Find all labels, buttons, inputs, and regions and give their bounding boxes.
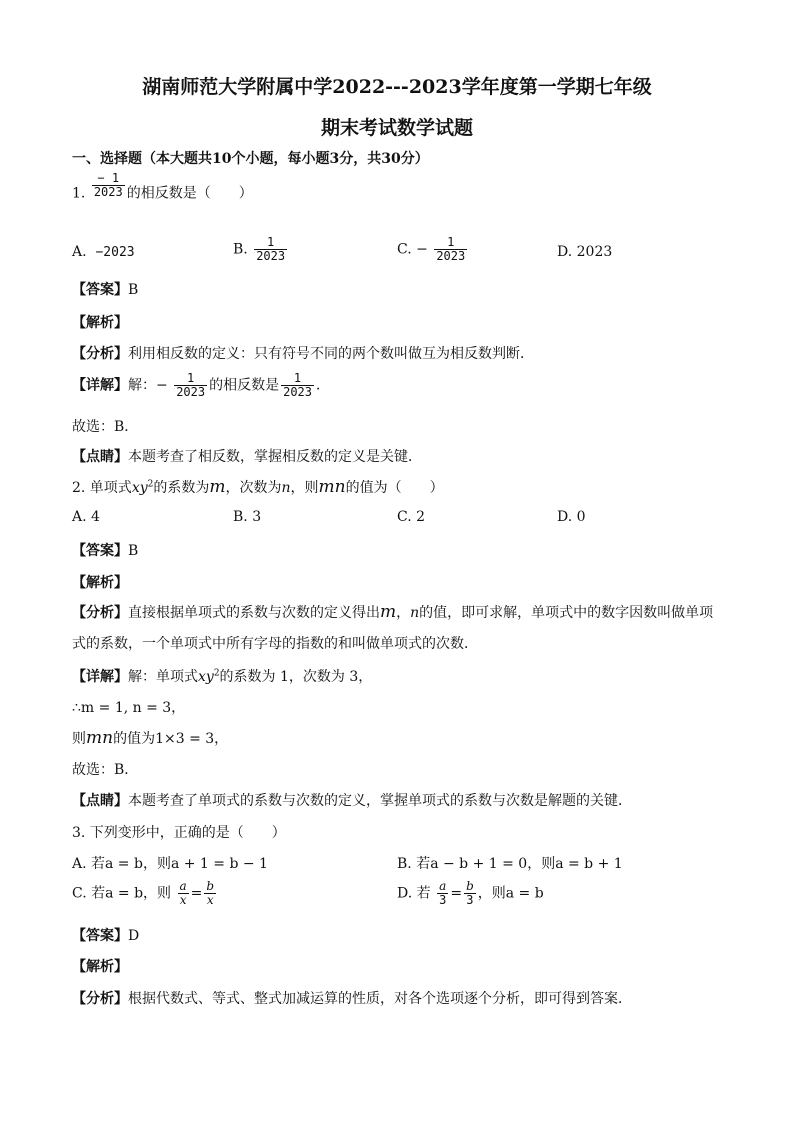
answer-tag: 【答案】 — [72, 543, 128, 559]
q2-detail-a: 解：单项式 — [128, 669, 198, 685]
fenxi-tag: 【分析】 — [72, 346, 128, 362]
q3-option-d-den2: 3 — [464, 893, 476, 907]
q1-detail-sign: − — [156, 377, 168, 394]
q3-option-a: A. 若a = b，则a + 1 = b − 1 — [72, 856, 268, 872]
comment-tag: 【点睛】 — [72, 793, 128, 809]
q3-option-d-num2: b — [466, 879, 474, 893]
q2-then — [72, 728, 228, 748]
q3-option-d-eq: = — [450, 885, 463, 902]
q1-frac-den: 2023 — [93, 185, 123, 200]
q1-comment-text: 本题考查了相反数，掌握相反数的定义是关键． — [128, 449, 422, 465]
q1-detail-den: 2023 — [176, 385, 206, 400]
q2-stem-e: 的值为（ ） — [345, 480, 444, 496]
q3-option-d-frac2 — [464, 880, 476, 907]
q2-comment — [72, 790, 632, 810]
q2-comment-text: 本题考查了单项式的系数与次数的定义，掌握单项式的系数与次数是解题的关键． — [128, 793, 632, 809]
q1-option-b-num: 1 — [267, 235, 275, 249]
q2-stem-sup: 2 — [147, 479, 154, 490]
section-heading: 一、选择题（本大题共10个小题，每小题3分，共30分） — [72, 151, 429, 167]
q3-option-c-den1: x — [178, 893, 189, 907]
q2-stem-a: 2. 单项式 — [72, 480, 132, 496]
q3-option-d-num1: a — [439, 879, 447, 893]
q3-option-b: B. 若a − b + 1 = 0，则a = b + 1 — [397, 856, 623, 872]
q2-fenxi-b: 的值，即可求解，单项式中的数字因数叫做单项 — [419, 605, 714, 621]
q1-option-b-label: B. — [233, 241, 248, 258]
q1-detail-end: ． — [316, 377, 330, 394]
q1-stem-text: 的相反数是（ ） — [126, 185, 253, 202]
q2-answer-value: B — [128, 543, 139, 559]
q1-detail-fraction2 — [281, 372, 314, 399]
answer-tag: 【答案】 — [72, 928, 128, 944]
answer-tag: 【答案】 — [72, 282, 128, 298]
q3-option-c — [72, 880, 218, 907]
q2-stem-mn: mn — [318, 477, 346, 497]
q1-option-a-value: −2023 — [95, 245, 135, 260]
fenxi-tag: 【分析】 — [72, 991, 128, 1007]
q2-fenxi — [72, 602, 713, 622]
q2-then-a: 则 — [72, 731, 86, 747]
q3-option-c-den2: x — [204, 893, 216, 907]
q1-fenxi-text: 利用相反数的定义：只有符号不同的两个数叫做互为相反数判断． — [128, 346, 534, 362]
q3-option-c-eq: = — [190, 885, 203, 902]
q2-detail-sup: 2 — [213, 668, 220, 679]
q3-answer — [72, 925, 139, 945]
q1-comment — [72, 446, 422, 466]
q1-detail-prefix: 解： — [128, 377, 156, 394]
q1-option-b — [233, 236, 289, 263]
q1-fenxi — [72, 343, 534, 363]
q1-frac-num — [92, 172, 125, 185]
detail-tag: 【详解】 — [72, 377, 128, 394]
q3-option-d — [397, 880, 544, 907]
q2-detail — [72, 666, 372, 686]
q1-option-c-sign: − — [416, 241, 428, 258]
q3-option-d-end: ，则a = b — [477, 885, 544, 902]
q3-stem: 3. 下列变形中，正确的是（ ） — [72, 825, 286, 841]
q2-stem — [72, 477, 444, 497]
q1-option-c-num: 1 — [447, 235, 455, 249]
fenxi-tag: 【分析】 — [72, 605, 128, 621]
q3-option-c-frac2 — [204, 880, 216, 907]
comment-tag: 【点睛】 — [72, 449, 128, 465]
exam-title-line1: 湖南师范大学附属中学2022---2023学年度第一学期七年级 — [142, 76, 652, 98]
q2-option-b: B. 3 — [233, 509, 262, 525]
q2-option-a: A. 4 — [72, 509, 100, 525]
q2-stem-n: n — [281, 480, 291, 496]
q3-option-c-frac1 — [178, 880, 189, 907]
q1-fraction — [92, 172, 125, 199]
q2-analysis-tag: 【解析】 — [72, 575, 128, 591]
q2-fenxi-n: n — [410, 605, 420, 621]
q2-choose: 故选：B． — [72, 762, 139, 778]
q1-detail-den2: 2023 — [283, 385, 312, 400]
q2-fenxi-sep: ， — [396, 605, 411, 621]
q2-fenxi-m: m — [380, 602, 397, 622]
q2-then-mn: mn — [86, 728, 114, 748]
q2-fenxi-a: 直接根据单项式的系数与次数的定义得出 — [128, 605, 380, 621]
q2-stem-d: ，则 — [290, 480, 319, 496]
q3-fenxi — [72, 988, 632, 1008]
q2-therefore: ∴m = 1, n = 3， — [72, 700, 186, 716]
q1-option-a-label: A. — [72, 244, 87, 260]
q1-analysis-tag: 【解析】 — [72, 315, 128, 331]
q1-detail-num: 1 — [187, 371, 195, 385]
q1-detail-fraction — [174, 372, 207, 399]
q1-choose: 故选：B． — [72, 419, 139, 435]
q2-answer — [72, 540, 138, 560]
q1-option-b-fraction — [254, 236, 287, 263]
q1-frac-num-value: 1 — [111, 171, 120, 185]
q1-stem — [72, 171, 253, 207]
q1-option-c-label: C. — [397, 241, 412, 258]
q1-option-d: D. 2023 — [557, 244, 613, 260]
q1-option-a — [72, 244, 135, 260]
q1-answer-value: B — [128, 282, 139, 298]
q1-frac-sign: − — [97, 171, 105, 185]
q2-fenxi-line2: 式的系数，一个单项式中所有字母的指数的和叫做单项式的次数． — [72, 636, 478, 652]
q2-stem-c: ，次数为 — [225, 480, 282, 496]
q3-option-d-frac1 — [437, 880, 448, 907]
q2-stem-xy: xy — [131, 480, 148, 496]
exam-title-line2: 期末考试数学试题 — [320, 117, 473, 139]
q1-option-c-fraction — [434, 236, 467, 263]
q2-stem-m: m — [209, 477, 226, 497]
q3-answer-value: D — [128, 928, 140, 944]
q1-option-c-den: 2023 — [436, 249, 466, 264]
q1-answer — [72, 279, 138, 299]
q2-option-d: D. 0 — [557, 509, 586, 525]
q2-detail-b: 的系数为 1，次数为 3， — [219, 669, 373, 685]
q3-option-d-text: D. 若 — [397, 885, 431, 902]
q2-stem-b: 的系数为 — [153, 480, 210, 496]
q1-detail-num2: 1 — [293, 371, 302, 385]
q3-analysis-tag: 【解析】 — [72, 959, 128, 975]
q2-option-c: C. 2 — [397, 509, 426, 525]
q1-detail — [72, 372, 330, 399]
q3-option-d-den1: 3 — [439, 893, 447, 908]
q2-then-b: 的值为1×3 = 3， — [113, 731, 229, 747]
q3-option-c-text: C. 若a = b，则 — [72, 885, 172, 902]
q1-option-b-den: 2023 — [256, 249, 286, 264]
q3-option-c-num2: b — [206, 879, 215, 893]
q3-option-c-num1: a — [179, 879, 187, 893]
q1-option-c — [397, 236, 469, 263]
q1-number: 1. — [72, 185, 86, 202]
q2-detail-xy: xy — [198, 669, 214, 685]
q1-detail-mid: 的相反数是 — [209, 377, 280, 394]
detail-tag: 【详解】 — [72, 669, 128, 685]
q3-fenxi-text: 根据代数式、等式、整式加减运算的性质，对各个选项逐个分析，即可得到答案． — [128, 991, 632, 1007]
